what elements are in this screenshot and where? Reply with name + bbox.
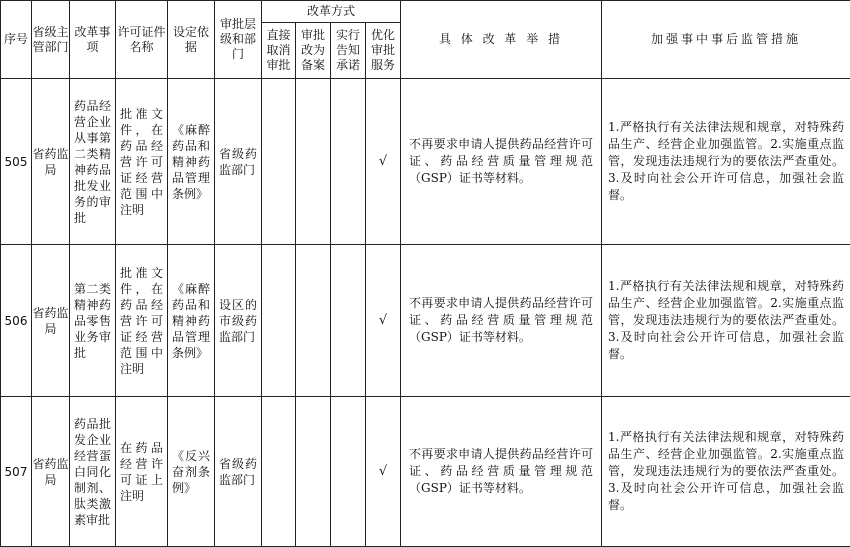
table-row bbox=[1, 245, 850, 397]
header-dept: 省级主管部门 bbox=[32, 1, 70, 79]
row-measures: 不再要求申请人提供药品经营许可证、药品经营质量管理规范（GSP）证书等材料。 bbox=[401, 397, 602, 547]
row-item: 第二类精神药品零售业务审批 bbox=[70, 245, 116, 397]
row-license: 批准文件，在药品经营许可证经营范围中注明 bbox=[116, 79, 168, 245]
header-mode-optimize: 优化审批服务 bbox=[366, 23, 401, 79]
row-license: 批准文件，在药品经营许可证经营范围中注明 bbox=[116, 245, 168, 397]
header-mode-record: 审批改为备案 bbox=[296, 23, 331, 79]
header-supervision: 加强事中事后监管措施 bbox=[602, 1, 850, 79]
row-item: 药品经营企业从事第二类精神药品批发业务的审批 bbox=[70, 79, 116, 245]
row-mode-optimize-check: √ bbox=[366, 79, 401, 245]
table-row bbox=[1, 79, 850, 245]
row-mode-record bbox=[296, 397, 331, 547]
row-level: 省级药监部门 bbox=[215, 397, 262, 547]
row-item: 药品批发企业经营蛋白同化制剂、肽类激素审批 bbox=[70, 397, 116, 547]
row-mode-optimize-check: √ bbox=[366, 397, 401, 547]
row-dept: 省药监局 bbox=[32, 397, 70, 547]
row-mode-cancel bbox=[262, 79, 296, 245]
row-seq: 507 bbox=[1, 397, 32, 547]
header-item: 改革事项 bbox=[70, 1, 116, 79]
row-mode-commit bbox=[331, 397, 366, 547]
row-basis: 《麻醉药品和精神药品管理条例》 bbox=[168, 79, 215, 245]
header-license: 许可证件名称 bbox=[116, 1, 168, 79]
row-basis: 《反兴奋剂条例》 bbox=[168, 397, 215, 547]
header-reform-mode: 改革方式 bbox=[262, 1, 401, 23]
header-level: 审批层级和部门 bbox=[215, 1, 262, 79]
header-mode-cancel: 直接取消审批 bbox=[262, 23, 296, 79]
row-measures: 不再要求申请人提供药品经营许可证、药品经营质量管理规范（GSP）证书等材料。 bbox=[401, 79, 602, 245]
table-row bbox=[1, 397, 850, 547]
header-seq: 序号 bbox=[1, 1, 32, 79]
row-supervision: 1.严格执行有关法律法规和规章，对特殊药品生产、经营企业加强监管。2.实施重点监管，发现违法违规行为的要依法严查重处。3.及时向社会公开许可信息，加强社会监督。 bbox=[602, 79, 850, 245]
row-level: 设区的市级药监部门 bbox=[215, 245, 262, 397]
header-basis: 设定依据 bbox=[168, 1, 215, 79]
row-dept: 省药监局 bbox=[32, 245, 70, 397]
header-measures: 具 体 改 革 举 措 bbox=[401, 1, 602, 79]
row-mode-record bbox=[296, 79, 331, 245]
row-dept: 省药监局 bbox=[32, 79, 70, 245]
row-license: 在药品经营许可证上注明 bbox=[116, 397, 168, 547]
row-mode-optimize-check: √ bbox=[366, 245, 401, 397]
row-mode-commit bbox=[331, 245, 366, 397]
row-seq: 505 bbox=[1, 79, 32, 245]
row-supervision: 1.严格执行有关法律法规和规章，对特殊药品生产、经营企业加强监管。2.实施重点监管，发现违法违规行为的要依法严查重处。3.及时向社会公开许可信息，加强社会监督。 bbox=[602, 245, 850, 397]
row-mode-record bbox=[296, 245, 331, 397]
row-mode-cancel bbox=[262, 397, 296, 547]
row-mode-cancel bbox=[262, 245, 296, 397]
row-level: 省级药监部门 bbox=[215, 79, 262, 245]
row-supervision: 1.严格执行有关法律法规和规章，对特殊药品生产、经营企业加强监管。2.实施重点监管，发现违法违规行为的要依法严查重处。3.及时向社会公开许可信息，加强社会监督。 bbox=[602, 397, 850, 547]
row-measures: 不再要求申请人提供药品经营许可证、药品经营质量管理规范（GSP）证书等材料。 bbox=[401, 245, 602, 397]
row-mode-commit bbox=[331, 79, 366, 245]
row-basis: 《麻醉药品和精神药品管理条例》 bbox=[168, 245, 215, 397]
row-seq: 506 bbox=[1, 245, 32, 397]
header-mode-commit: 实行告知承诺 bbox=[331, 23, 366, 79]
